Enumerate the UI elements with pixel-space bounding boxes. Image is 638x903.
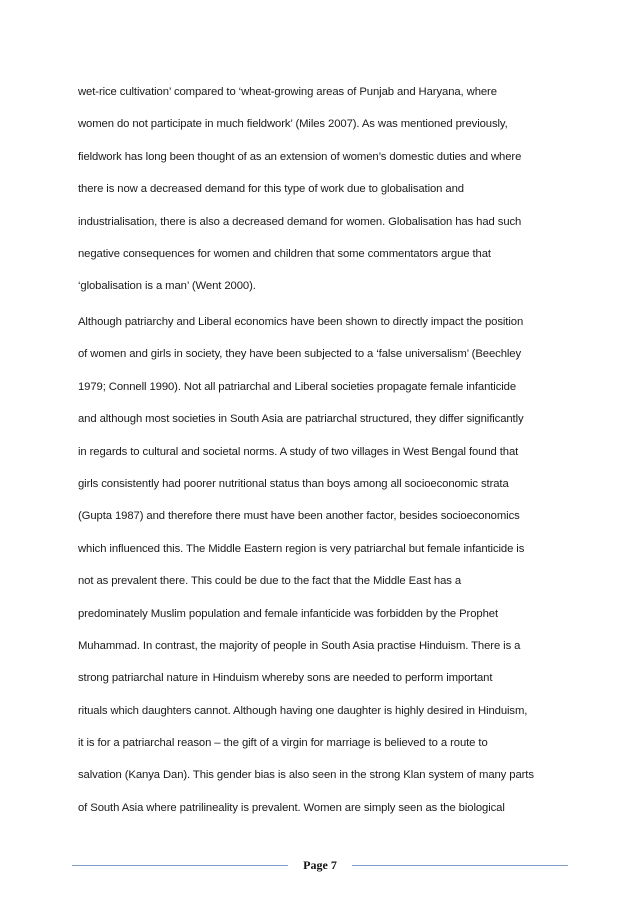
text-line: there is now a decreased demand for this type of work due to globalisation and xyxy=(78,183,464,196)
text-line: which influenced this. The Middle Eastern region is very patriarchal but female infanticide is xyxy=(78,542,525,555)
text-line: women do not participate in much fieldwork’ (Miles 2007). As was mentioned previously, xyxy=(78,118,508,131)
text-line: and although most societies in South Asia are patriarchal structured, they differ significantly xyxy=(78,413,524,426)
text-line: 1979; Connell 1990). Not all patriarchal and Liberal societies propagate female infanticide xyxy=(78,380,517,393)
text-line: of women and girls in society, they have been subjected to a ‘false universalism’ (Beechley xyxy=(78,348,522,361)
text-line: industrialisation, there is also a decreased demand for women. Globalisation has had such xyxy=(78,215,522,228)
paragraph-2 xyxy=(78,306,562,824)
text-line: rituals which daughters cannot. Although having one daughter is highly desired in Hinduism, xyxy=(78,704,528,717)
text-line: not as prevalent there. This could be due to the fact that the Middle East has a xyxy=(78,575,462,588)
footer-rule-left xyxy=(72,865,288,866)
page-number: Page 7 xyxy=(303,858,337,872)
text-line: ‘globalisation is a man’ (Went 2000). xyxy=(78,280,256,293)
text-line: strong patriarchal nature in Hinduism whereby sons are needed to perform important xyxy=(78,672,493,685)
text-line: predominately Muslim population and female infanticide was forbidden by the Prophet xyxy=(78,607,498,620)
text-line: fieldwork has long been thought of as an extension of women’s domestic duties and where xyxy=(78,150,522,163)
text-line: Muhammad. In contrast, the majority of people in South Asia practise Hinduism. There is a xyxy=(78,639,521,652)
text-line: (Gupta 1987) and therefore there must have been another factor, besides socioeconomics xyxy=(78,510,520,523)
text-line: of South Asia where patrilineality is prevalent. Women are simply seen as the biological xyxy=(78,801,505,814)
text-line: it is for a patriarchal reason – the gift of a virgin for marriage is believed to a route to xyxy=(78,737,488,750)
text-line: Although patriarchy and Liberal economics have been shown to directly impact the position xyxy=(78,316,524,328)
paragraph-1 xyxy=(78,76,562,303)
text-line: girls consistently had poorer nutritional status than boys among all socioeconomic strata xyxy=(78,477,509,490)
text-line: negative consequences for women and children that some commentators argue that xyxy=(78,247,491,260)
text-line: wet-rice cultivation’ compared to ‘wheat-growing areas of Punjab and Haryana, where xyxy=(78,86,497,98)
footer-rule-right xyxy=(352,865,568,866)
text-line: salvation (Kanya Dan). This gender bias is also seen in the strong Klan system of many parts xyxy=(78,769,534,782)
page-footer xyxy=(72,856,568,874)
text-line: in regards to cultural and societal norms. A study of two villages in West Bengal found that xyxy=(78,445,519,458)
